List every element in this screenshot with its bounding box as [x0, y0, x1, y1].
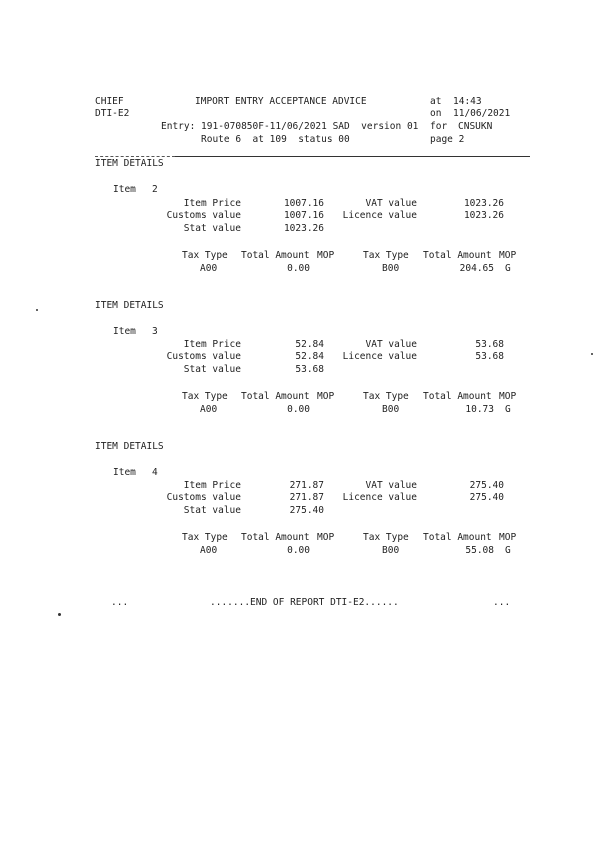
- footer-dots-left: ...: [111, 597, 129, 608]
- tax-type-header: Tax Type: [363, 250, 409, 261]
- mop-cell: G: [505, 263, 511, 274]
- item-price-value: 52.84: [295, 339, 324, 350]
- vat-value-label: VAT value: [365, 198, 417, 209]
- tax-type-header: Tax Type: [363, 532, 409, 543]
- tax-type-header: Tax Type: [182, 250, 228, 261]
- customs-value-label: Customs value: [166, 351, 241, 362]
- report-system-name: CHIEF: [95, 96, 124, 107]
- tax-type-cell: A00: [200, 545, 218, 556]
- total-amount-header: Total Amount: [241, 391, 310, 402]
- tax-type-cell: A00: [200, 404, 218, 415]
- item-number: 3: [152, 326, 158, 337]
- total-amount-header: Total Amount: [423, 532, 492, 543]
- tax-type-cell: B00: [382, 404, 400, 415]
- total-amount-header: Total Amount: [423, 391, 492, 402]
- item-price-label: Item Price: [183, 198, 241, 209]
- tax-amount-cell: 0.00: [287, 404, 310, 415]
- report-title: IMPORT ENTRY ACCEPTANCE ADVICE: [195, 96, 367, 107]
- scan-speck: [36, 309, 38, 311]
- page-number: page 2: [430, 134, 465, 145]
- mop-header: MOP: [499, 250, 517, 261]
- mop-cell: G: [505, 545, 511, 556]
- mop-header: MOP: [499, 391, 517, 402]
- stat-value: 53.68: [295, 364, 324, 375]
- licence-value-label: Licence value: [342, 492, 417, 503]
- tax-amount-cell: 204.65: [459, 263, 494, 274]
- tax-amount-cell: 10.73: [465, 404, 494, 415]
- total-amount-header: Total Amount: [241, 532, 310, 543]
- vat-value: 53.68: [475, 339, 504, 350]
- stat-value: 1023.26: [283, 223, 324, 234]
- customs-value: 1007.16: [283, 210, 324, 221]
- header-rule: [175, 156, 530, 157]
- mop-header: MOP: [317, 532, 335, 543]
- section-title: ITEM DETAILS: [95, 441, 164, 452]
- licence-value: 1023.26: [463, 210, 504, 221]
- for-value: CNSUKN: [458, 121, 493, 132]
- tax-type-header: Tax Type: [182, 391, 228, 402]
- item-label: Item: [113, 184, 136, 195]
- tax-type-cell: B00: [382, 263, 400, 274]
- stat-value-label: Stat value: [183, 364, 241, 375]
- stat-value: 275.40: [289, 505, 324, 516]
- entry-line: Entry: 191-070850F-11/06/2021 SAD version 01: [161, 121, 419, 132]
- item-price-label: Item Price: [183, 480, 241, 491]
- tax-amount-cell: 0.00: [287, 545, 310, 556]
- item-price-label: Item Price: [183, 339, 241, 350]
- report-code: DTI-E2: [95, 108, 130, 119]
- customs-value-label: Customs value: [166, 492, 241, 503]
- licence-value: 275.40: [469, 492, 504, 503]
- item-number: 2: [152, 184, 158, 195]
- item-label: Item: [113, 467, 136, 478]
- licence-value-label: Licence value: [342, 210, 417, 221]
- section-title: ITEM DETAILS: [95, 158, 164, 169]
- section-title: ITEM DETAILS: [95, 300, 164, 311]
- mop-header: MOP: [317, 391, 335, 402]
- item-number: 4: [152, 467, 158, 478]
- item-price-value: 1007.16: [283, 198, 324, 209]
- time-label: at: [430, 96, 442, 107]
- tax-type-cell: A00: [200, 263, 218, 274]
- customs-value: 52.84: [295, 351, 324, 362]
- mop-cell: G: [505, 404, 511, 415]
- total-amount-header: Total Amount: [423, 250, 492, 261]
- tax-type-cell: B00: [382, 545, 400, 556]
- tax-amount-cell: 0.00: [287, 263, 310, 274]
- report-time: 14:43: [453, 96, 482, 107]
- stat-value-label: Stat value: [183, 505, 241, 516]
- route-line: Route 6 at 109 status 00: [201, 134, 350, 145]
- vat-value-label: VAT value: [365, 480, 417, 491]
- item-price-value: 271.87: [289, 480, 324, 491]
- vat-value: 275.40: [469, 480, 504, 491]
- total-amount-header: Total Amount: [241, 250, 310, 261]
- tax-type-header: Tax Type: [363, 391, 409, 402]
- stat-value-label: Stat value: [183, 223, 241, 234]
- item-label: Item: [113, 326, 136, 337]
- licence-value: 53.68: [475, 351, 504, 362]
- report-date: 11/06/2021: [453, 108, 511, 119]
- vat-value: 1023.26: [463, 198, 504, 209]
- licence-value-label: Licence value: [342, 351, 417, 362]
- mop-header: MOP: [317, 250, 335, 261]
- tax-amount-cell: 55.08: [465, 545, 494, 556]
- end-of-report: .......END OF REPORT DTI-E2......: [210, 597, 399, 608]
- header-rule-left: [95, 156, 175, 157]
- customs-value: 271.87: [289, 492, 324, 503]
- tax-type-header: Tax Type: [182, 532, 228, 543]
- customs-value-label: Customs value: [166, 210, 241, 221]
- scan-speck: [591, 353, 593, 355]
- date-label: on: [430, 108, 442, 119]
- footer-dots-right: ...: [493, 597, 511, 608]
- vat-value-label: VAT value: [365, 339, 417, 350]
- for-label: for: [430, 121, 448, 132]
- mop-header: MOP: [499, 532, 517, 543]
- scan-speck: [58, 613, 61, 616]
